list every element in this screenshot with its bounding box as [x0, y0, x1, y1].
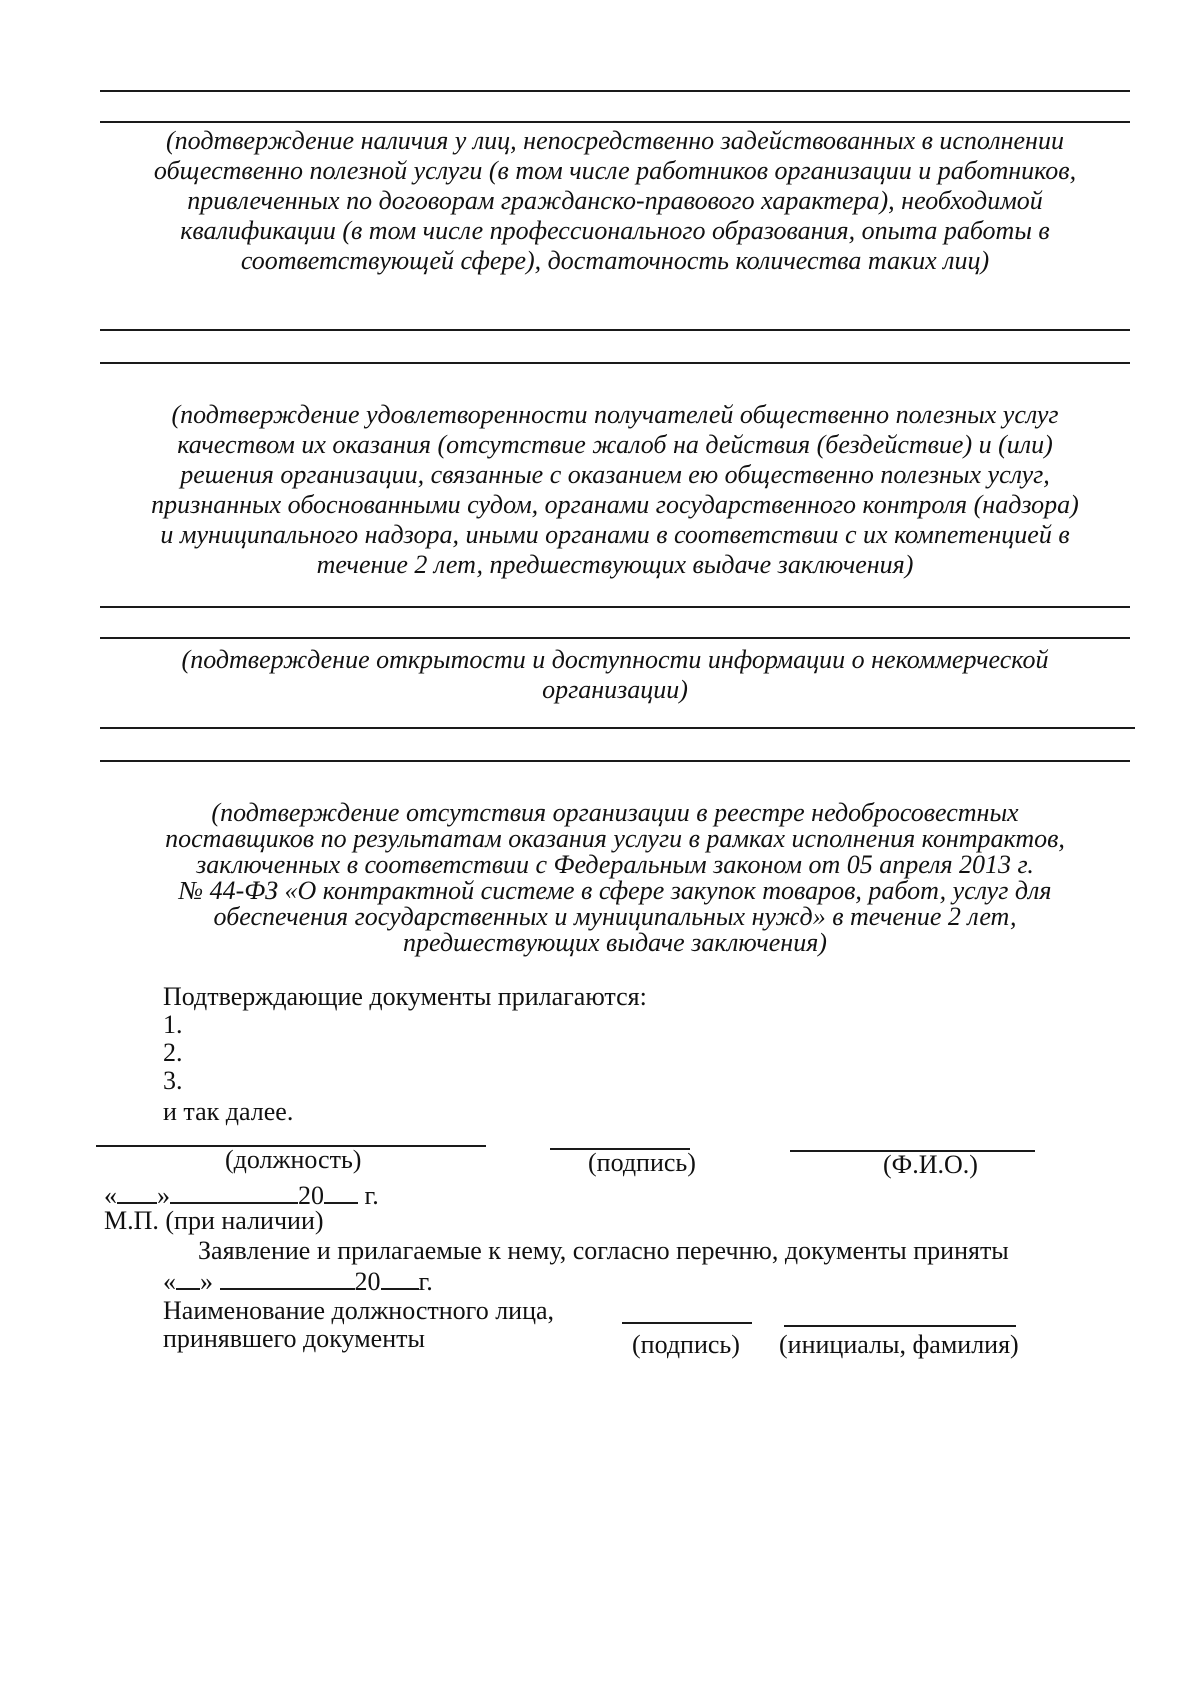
acceptance-initials-line [784, 1325, 1016, 1327]
caption-line: организации) [542, 675, 688, 704]
date-open-quote: « [104, 1181, 117, 1210]
satisfaction-caption [100, 400, 1130, 580]
registry-caption [100, 800, 1130, 956]
caption-line: квалификации (в том числе профессионального образования, опыта работы в [180, 216, 1050, 245]
attachments-etc: и так далее. [163, 1097, 294, 1126]
caption-line: и муниципального надзора, иными органами в соответствии с их компетенцией в [160, 520, 1070, 549]
caption-line: поставщиков по результатам оказания услуги в рамках исполнения контрактов, [165, 824, 1065, 853]
month-blank [170, 1180, 298, 1204]
attachment-item-1: 1. [163, 1010, 183, 1039]
day-blank [117, 1180, 157, 1204]
year-prefix: 20 [354, 1267, 381, 1296]
caption-line: предшествующих выдаче заключения) [403, 928, 827, 957]
year-prefix: 20 [298, 1181, 324, 1210]
caption-line: заключенных в соответствии с Федеральным законом от 05 апреля 2013 г. [196, 850, 1034, 879]
qualification-caption [100, 126, 1130, 276]
official-title-line-1: Наименование должностного лица, [163, 1296, 555, 1325]
position-label: (должность) [225, 1145, 362, 1174]
caption-line: обеспечения государственных и муниципальных нужд» в течение 2 лет, [213, 902, 1017, 931]
caption-line: (подтверждение открытости и доступности информации о некоммерческой [181, 645, 1049, 674]
attachment-item-2: 2. [163, 1038, 183, 1067]
caption-line: № 44-ФЗ «О контрактной системе в сфере закупок товаров, работ, услуг для [178, 876, 1052, 905]
acceptance-statement: Заявление и прилагаемые к нему, согласно перечню, документы приняты [198, 1236, 1009, 1265]
acceptance-signature-line [622, 1322, 752, 1324]
fill-line-3 [100, 329, 1130, 331]
name-label: (Ф.И.О.) [883, 1150, 978, 1179]
official-title-line-2: принявшего документы [163, 1324, 425, 1353]
caption-line: общественно полезной услуги (в том числе работников организации и работников, [153, 156, 1077, 185]
caption-line: течение 2 лет, предшествующих выдаче заключения) [316, 550, 914, 579]
caption-line: (подтверждение наличия у лиц, непосредственно задействованных в исполнении [166, 126, 1064, 155]
caption-line: качеством их оказания (отсутствие жалоб на действия (бездействие) и (или) [177, 430, 1053, 459]
year-blank [324, 1180, 358, 1204]
fill-line-4 [100, 362, 1130, 364]
stamp-label: М.П. (при наличии) [104, 1206, 324, 1235]
openness-caption [100, 645, 1130, 705]
date-close-quote: » [200, 1267, 213, 1296]
fill-line-1 [100, 90, 1130, 92]
fill-line-7 [100, 727, 1135, 729]
fill-line-5 [100, 606, 1130, 608]
caption-line: решения организации, связанные с оказанием ею общественно полезных услуг, [180, 460, 1050, 489]
caption-line: привлеченных по договорам гражданско-правового характера), необходимой [187, 186, 1043, 215]
caption-line: (подтверждение отсутствия организации в реестре недобросовестных [211, 798, 1019, 827]
caption-line: (подтверждение удовлетворенности получателей общественно полезных услуг [171, 400, 1059, 429]
fill-line-8 [100, 760, 1130, 762]
signature-label: (подпись) [588, 1148, 696, 1177]
date-close-quote: » [157, 1181, 170, 1210]
year-suffix: г. [364, 1181, 379, 1210]
attachment-item-3: 3. [163, 1066, 183, 1095]
date-open-quote: « [163, 1267, 176, 1296]
fill-line-2 [100, 121, 1130, 123]
year-suffix: г. [418, 1267, 433, 1296]
acceptance-date [163, 1266, 433, 1297]
day-blank [176, 1266, 200, 1290]
month-blank [220, 1266, 355, 1290]
acceptance-signature-label: (подпись) [632, 1330, 740, 1359]
caption-line: признанных обоснованными судом, органами государственного контроля (надзора) [151, 490, 1079, 519]
fill-line-6 [100, 637, 1130, 639]
caption-line: соответствующей сфере), достаточность количества таких лиц) [240, 246, 990, 275]
year-blank [381, 1266, 419, 1290]
attachments-heading: Подтверждающие документы прилагаются: [163, 982, 647, 1011]
acceptance-initials-label: (инициалы, фамилия) [779, 1330, 1019, 1359]
